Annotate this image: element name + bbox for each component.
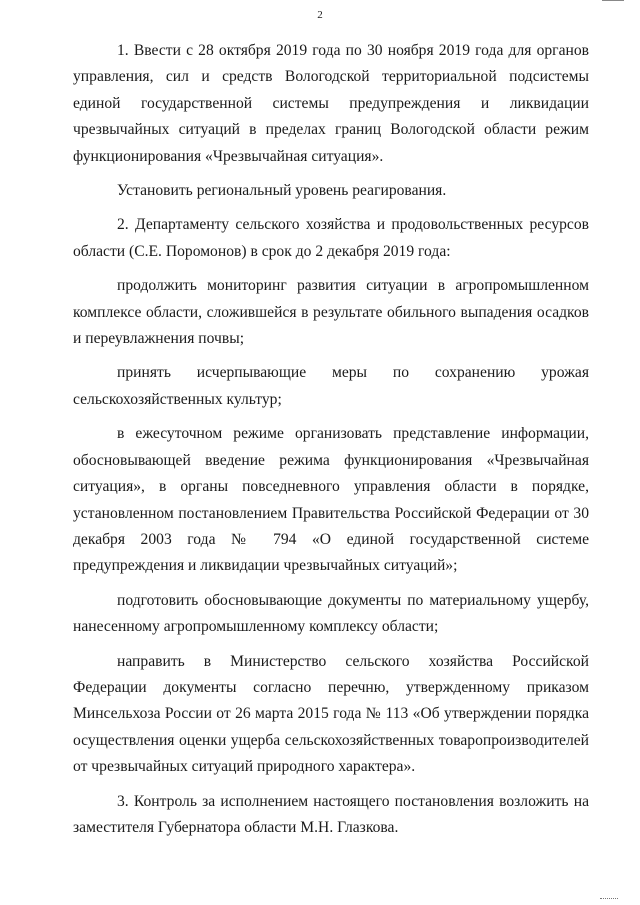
paragraph-3: 2. Департаменту сельского хозяйства и продовольственных ресурсов области (С.Е. Поромонов) в срок до 2 декабря 2019 года:: [73, 216, 589, 260]
paragraph-9: 3. Контроль за исполнением настоящего постановления возложить на заместителя Губернатора области М.Н. Глазкова.: [73, 792, 589, 836]
paragraph-5: принять исчерпывающие меры по сохранению урожая сельскохозяйственных культур;: [73, 364, 589, 408]
paragraph-2: Установить региональный уровень реагирования.: [117, 182, 447, 200]
paragraph-4: продолжить мониторинг развития ситуации в агропромышленном комплексе области, сложившейся в результате обильного выпадения осадков и переувлажнения почвы;: [73, 277, 589, 348]
document-body: [73, 38, 589, 841]
paragraph-8: направить в Министерство сельского хозяйства Российской Федерации документы согласно перечню, утвержденному приказом Минсельхоза России от 26 марта 2015 года № 113 «Об утверждении порядка осуществления оценки ущерба сельскохозяйственных товаропроизводителей от чрезвычайных ситуаций природного характера».: [73, 652, 589, 776]
scan-corner-mark: [602, 0, 624, 4]
scan-bottom-mark: [600, 898, 618, 901]
page-number: 2: [317, 9, 323, 21]
paragraph-6: в ежесуточном режиме организовать представление информации, обосновывающей введение режима функционирования «Чрезвычайная ситуация», в органы повседневного управления области в порядке, установленном постановлением Правительства Российской Федерации от 30 декабря 2003 года № 794 «О единой государственной системе предупреждения и ликвидации чрезвычайных ситуаций»;: [73, 425, 589, 575]
paragraph-7: подготовить обосновывающие документы по материальному ущербу, нанесенному агропромышленному комплексу области;: [73, 591, 589, 636]
paragraph-1: 1. Ввести с 28 октября 2019 года по 30 ноября 2019 года для органов управления, сил и средств Вологодской территориальной подсистемы единой государственной системы предупреждения и ликвидации чрезвычайных ситуаций в пределах границ Вологодской области режим функционирования «Чрезвычайная ситуация».: [73, 42, 589, 165]
